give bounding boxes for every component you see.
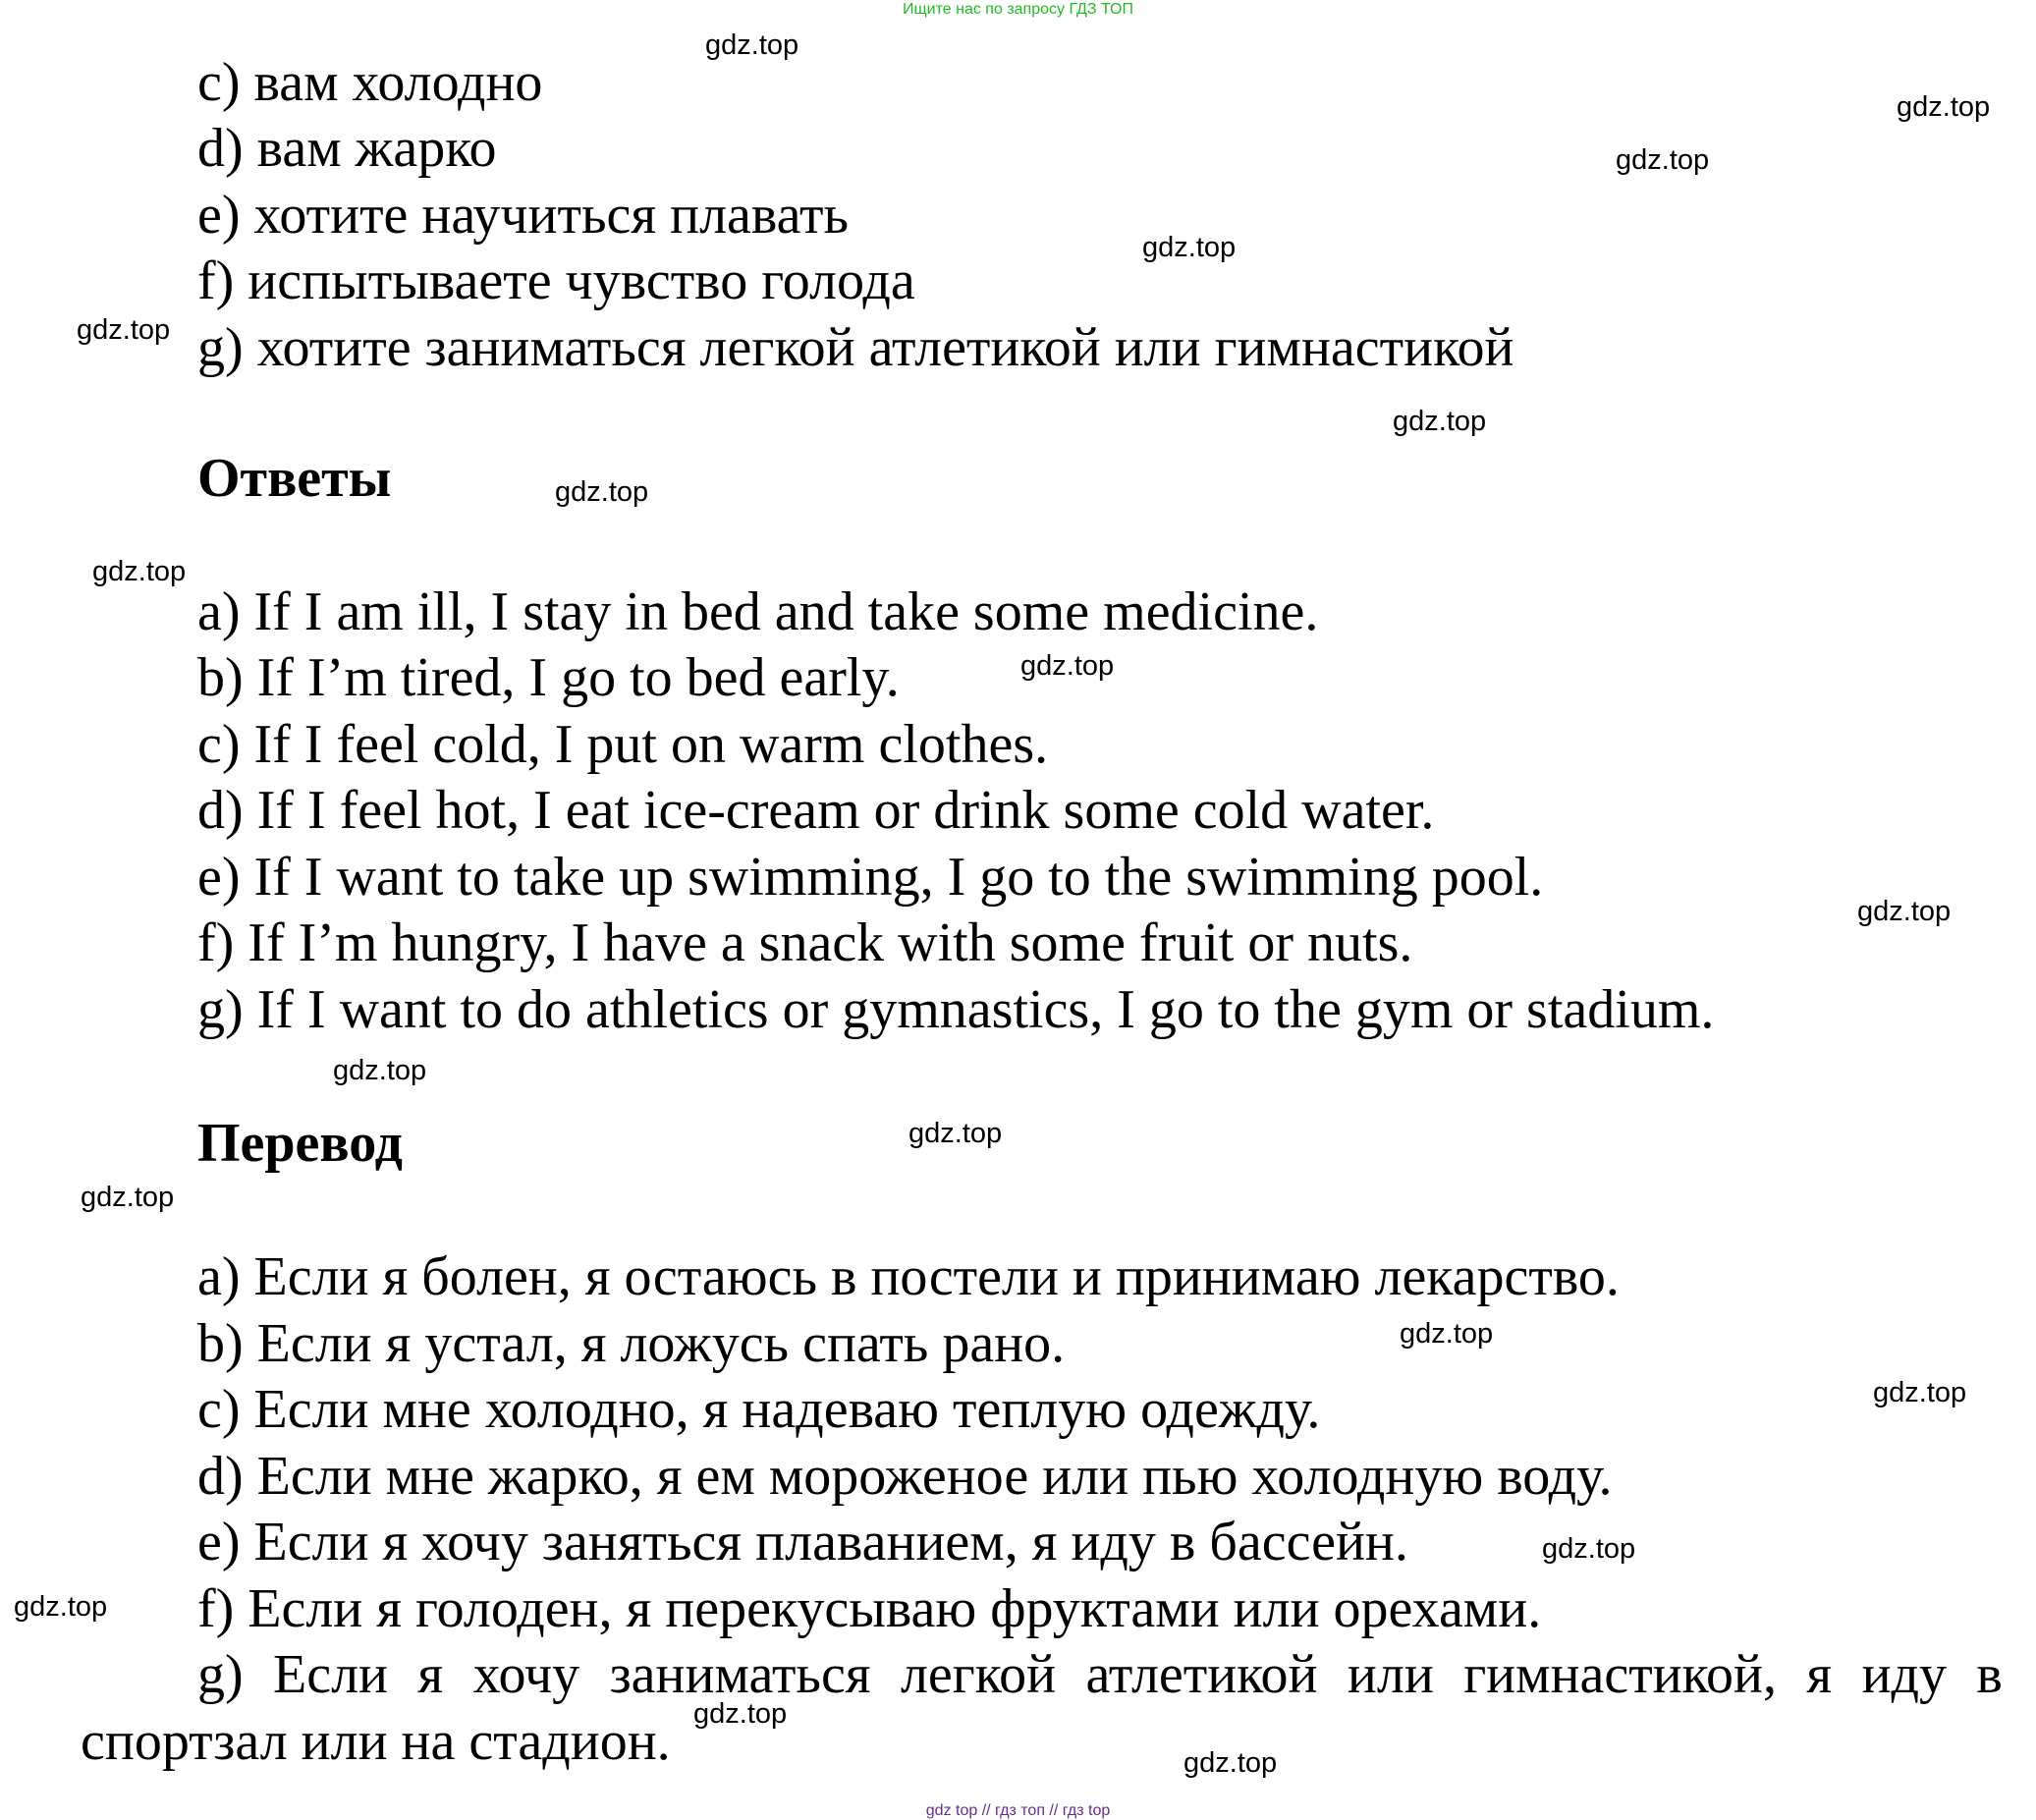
justified-word: хочу xyxy=(472,1644,580,1705)
watermark[interactable]: gdz.top xyxy=(1897,91,1991,123)
task-item-c: c) вам холодно xyxy=(197,52,543,113)
answer-item-f: f) If I’m hungry, I have a snack with some fruit or nuts. xyxy=(197,912,1413,973)
watermark[interactable]: gdz.top xyxy=(1873,1377,1967,1408)
translation-heading: Перевод xyxy=(197,1113,403,1174)
answers-heading: Ответы xyxy=(197,448,392,509)
translation-item-c: c) Если мне холодно, я надеваю теплую одежду. xyxy=(197,1379,1321,1440)
translation-item-d: d) Если мне жарко, я ем мороженое или пью холодную воду. xyxy=(197,1446,1613,1507)
translation-item-e: e) Если я хочу заняться плаванием, я иду в бассейн. xyxy=(197,1512,1408,1572)
watermark[interactable]: gdz.top xyxy=(705,29,799,61)
translation-item-g-line2: спортзал или на стадион. xyxy=(81,1711,671,1772)
justified-word: гимнастикой, xyxy=(1463,1644,1778,1705)
watermark[interactable]: gdz.top xyxy=(333,1055,427,1086)
justified-word: я xyxy=(417,1644,444,1705)
watermark[interactable]: gdz.top xyxy=(81,1182,175,1213)
justified-word: легкой xyxy=(900,1644,1057,1705)
translation-item-a: a) Если я болен, я остаюсь в постели и принимаю лекарство. xyxy=(197,1246,1620,1307)
translation-item-f: f) Если я голоден, я перекусываю фруктами или орехами. xyxy=(197,1578,1542,1639)
watermark[interactable]: gdz.top xyxy=(1183,1747,1278,1779)
translation-item-g-line1 xyxy=(197,1644,2003,1705)
watermark[interactable]: gdz.top xyxy=(77,314,171,346)
justified-word: Если xyxy=(273,1644,389,1705)
answer-item-c: c) If I feel cold, I put on warm clothes. xyxy=(197,714,1049,775)
bottom-banner[interactable]: gdz top // гдз топ // гдз top xyxy=(925,1802,1111,1819)
task-item-f: f) испытываете чувство голода xyxy=(197,250,915,311)
answer-item-a: a) If I am ill, I stay in bed and take some medicine. xyxy=(197,581,1319,642)
task-item-g: g) хотите заниматься легкой атлетикой или гимнастикой xyxy=(197,317,1514,378)
watermark[interactable]: gdz.top xyxy=(14,1591,108,1623)
watermark[interactable]: gdz.top xyxy=(555,476,649,508)
justified-word: иду xyxy=(1861,1644,1948,1705)
watermark[interactable]: gdz.top xyxy=(1020,650,1115,682)
justified-word: заниматься xyxy=(609,1644,871,1705)
watermark[interactable]: gdz.top xyxy=(693,1698,788,1730)
justified-word: или xyxy=(1347,1644,1434,1705)
watermark[interactable]: gdz.top xyxy=(92,556,187,587)
justified-word: в xyxy=(1976,1644,2003,1705)
justified-word: я xyxy=(1806,1644,1833,1705)
justified-word: атлетикой xyxy=(1085,1644,1318,1705)
top-banner[interactable]: Ищите нас по запросу ГДЗ ТОП xyxy=(903,1,1133,18)
watermark[interactable]: gdz.top xyxy=(1142,232,1237,263)
watermark[interactable]: gdz.top xyxy=(1857,896,1952,927)
answer-item-b: b) If I’m tired, I go to bed early. xyxy=(197,647,900,708)
watermark[interactable]: gdz.top xyxy=(1542,1533,1636,1565)
task-item-e: e) хотите научиться плавать xyxy=(197,185,850,246)
answer-item-g: g) If I want to do athletics or gymnastics, I go to the gym or stadium. xyxy=(197,979,1715,1040)
answer-item-d: d) If I feel hot, I eat ice-cream or drink some cold water. xyxy=(197,780,1435,841)
justified-word: g) xyxy=(197,1644,244,1705)
watermark[interactable]: gdz.top xyxy=(1400,1318,1494,1350)
watermark[interactable]: gdz.top xyxy=(1616,144,1710,176)
translation-item-b: b) Если я устал, я ложусь спать рано. xyxy=(197,1313,1066,1374)
task-item-d: d) вам жарко xyxy=(197,118,497,179)
watermark[interactable]: gdz.top xyxy=(908,1118,1003,1149)
watermark[interactable]: gdz.top xyxy=(1393,406,1487,437)
answer-item-e: e) If I want to take up swimming, I go to the swimming pool. xyxy=(197,847,1544,908)
